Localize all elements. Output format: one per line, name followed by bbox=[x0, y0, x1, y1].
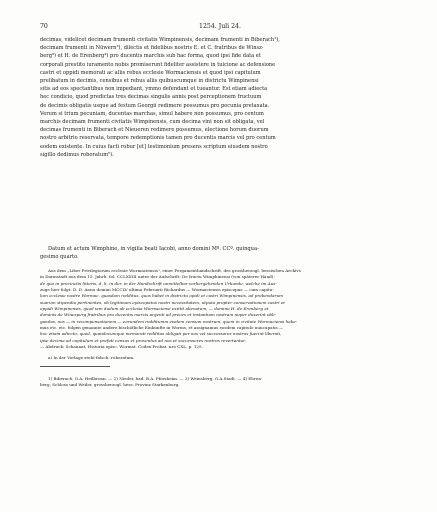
note-line: mus etc. etc. folgen genannte andere bischöfliche Einkünfte in Worms, et assignamus eosdem capitulo nuncupatis — bbox=[40, 325, 284, 331]
text-line: gesimo quarto. bbox=[40, 254, 79, 261]
page-number: 70 bbox=[40, 23, 48, 30]
note-line: oppidi Wimpinensis, quod iam dudum ab ecclesia Wormaciensi extitit alienatum, — domino H. de Erenberg et bbox=[40, 306, 269, 312]
note-line: ipse decima ad capitulum et prefati census et proventus ad nos et successores nostros revertantur. bbox=[40, 337, 246, 343]
footnotes bbox=[40, 376, 396, 389]
header-date: 1254. Juli 24. bbox=[199, 23, 241, 30]
text-line: sitis ad eos spectantibus non impediant, ymmo defendant et tueantur. Est etiam adiecta bbox=[40, 86, 268, 93]
note-line: dominis de Winesperg fratribus pro ducentis marcis argenti ad preces et instantiam nostram nuper duxerint obli- bbox=[40, 312, 277, 318]
note-line: — Abdruck: Schannat, Historia episc. Wormat. Codex Probat. nro CXL, p. 125. bbox=[40, 344, 203, 350]
text-line: decimam frumenti in Nüwern²), dilectis et fidelibus nostris E. et C. fratribus de Winsz- bbox=[40, 45, 264, 52]
note-line: gandas, nos — in recompensationem — eorundem redditumm eisdem censum nostrum, quem in civitate Wormaciensi habe- bbox=[40, 318, 298, 324]
text-line: sigillo dedimus roboratum⁵). bbox=[40, 151, 114, 158]
note-line: zuge hier folgt: D. D. Anno domini MCCLV ultima Februarii Richardus — Wormaciensis episcopus — cum capitu- bbox=[40, 287, 274, 293]
note-line: de quo in precinctis litteris, d. h. in der, in der Handschrift unmittelbar vorhergehenden Urkunde, welche im Aus- bbox=[40, 280, 277, 286]
note-line: suarum stipendia pertinentes, ob legitimam episcopatus nostri necessitatem, utputa propter conservationem castri et bbox=[40, 299, 285, 305]
note-line: hoc etiam adiecto, quod, quandocumque memorati redditus obligati per nos vel successores nostros fuerint liberati, bbox=[40, 331, 282, 337]
note-line: lum ecclesie nostre Wormac. quasdam redditus, quos habet in districtu opidi et castri Wimpinensis, ad prebendarum bbox=[40, 293, 283, 299]
text-line: hec condicio, quod predictas tres decimas singulis annis post perceptionem fructuum bbox=[40, 94, 262, 101]
footnote-line: berg, Schloss und Weiler, grossherzogl. hess. Provinz Starkenburg. bbox=[40, 382, 180, 388]
text-line: Verum si trium pecuniam, ducentas marchas, simul habere non possumus, pro centum bbox=[40, 110, 264, 117]
text-line: decimas frumenti in Biberach et Nieueren redimere possumus, electione horum duorum bbox=[40, 127, 269, 134]
note-line: in Darmstadt aus dem 15. Jahrh. fol. CCLXXIII unter der Aufschrift: De fructu Wimphinensi (von späterer Hand): bbox=[40, 274, 275, 280]
note-line: a) In der Vorlage steht falsch: roboratum. bbox=[48, 355, 135, 360]
note-line: Aus dem „Liber Privilegiorum ecclesie Wormaciensis", einer Pergamenthandschrift, des grossherzogl. hessischen Archivs bbox=[48, 268, 301, 273]
text-line: berg³) et H. de Erenberg⁴) pro ducentis marchis sub hac forma, quod ipsi fide data et bbox=[40, 53, 261, 60]
source-note bbox=[40, 268, 396, 350]
textual-note bbox=[40, 355, 396, 361]
footnote-line: 1) Biberach, O.A. Heilbronn. — 2) Nieder, bad. B.A. Pforzheim. — 3) Weinsberg, O.A.Stadt. — 4) Ehren- bbox=[48, 376, 263, 381]
text-line: eodem existente. In cuius facti robur [et] testimonium presens scriptum eiusdem nostro bbox=[40, 143, 268, 150]
page-header bbox=[40, 22, 400, 32]
charter-main-text bbox=[40, 36, 396, 159]
text-line: de decimis obligatis usque ad festum Georgii redimere possumus pro pecunia pretaxata. bbox=[40, 102, 270, 109]
text-line: nostro arbitrio reservata, tempore redemptionis tamen pro ducentis marcis vel pro centum bbox=[40, 135, 276, 142]
text-line: prelibatum in decimis, censibus et rebus aliis quibuscumque in districtu Wimpinensi bbox=[40, 78, 259, 85]
footnote-divider bbox=[40, 366, 110, 367]
text-line: marchis decimam frumenti civitatis Wimpinensis, cum decima vini non sit obligata, vel bbox=[40, 119, 265, 126]
dating-clause bbox=[40, 245, 396, 261]
text-line: Datum et actum Wimphine, in vigilia beati Iacobi, anno domini Mº. CCº. quinqua- bbox=[48, 246, 259, 252]
text-line: castri et oppidi memorati ac aliis rebus ecclesie Wormaciensis et quod ipsi capitulum bbox=[40, 69, 261, 76]
text-line: corporali prestito iuramento nobis promiserunt fideliter assistere in tuicione ac defensione bbox=[40, 61, 276, 68]
text-line: decimas, videlicet decimam frumenti civitatis Wimpinensis, decimam frumenti in Biberach¹), bbox=[40, 37, 280, 43]
